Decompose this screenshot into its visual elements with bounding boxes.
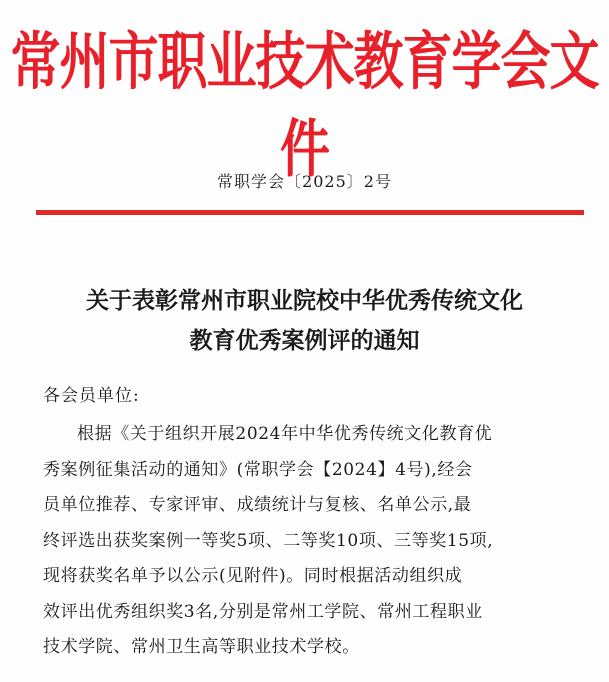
- document-number: 常职学会〔2025〕2号: [217, 172, 392, 191]
- body-line: 员单位推荐、专家评审、成绩统计与复核、名单公示,最: [43, 495, 472, 515]
- body-line: 效评出优秀组织奖3名,分别是常州工学院、常州工程职业: [43, 601, 483, 622]
- body-line: 现将获奖名单予以公示(见附件)。同时根据活动组织成: [43, 566, 463, 586]
- body-line: 秀案例征集活动的通知》(常职学会【2024】4号),经会: [43, 459, 473, 480]
- masthead-title: 常州市职业技术教育学会文件: [10, 24, 599, 186]
- body-line: 根据《关于组织开展2024年中华优秀传统文化教育优: [77, 424, 493, 444]
- document-title-line-2: 教育优秀案例评的通知: [189, 327, 420, 354]
- body-paragraph: [43, 417, 583, 666]
- document-title-line-1: 关于表彰常州市职业院校中华优秀传统文化: [86, 287, 523, 314]
- body-line: 终评选出获奖案例一等奖5项、二等奖10项、三等奖15项,: [43, 530, 494, 551]
- red-divider-rule: [36, 210, 584, 215]
- body-line: 技术学院、常州卫生高等职业技术学校。: [43, 637, 360, 657]
- salutation: 各会员单位:: [43, 386, 140, 406]
